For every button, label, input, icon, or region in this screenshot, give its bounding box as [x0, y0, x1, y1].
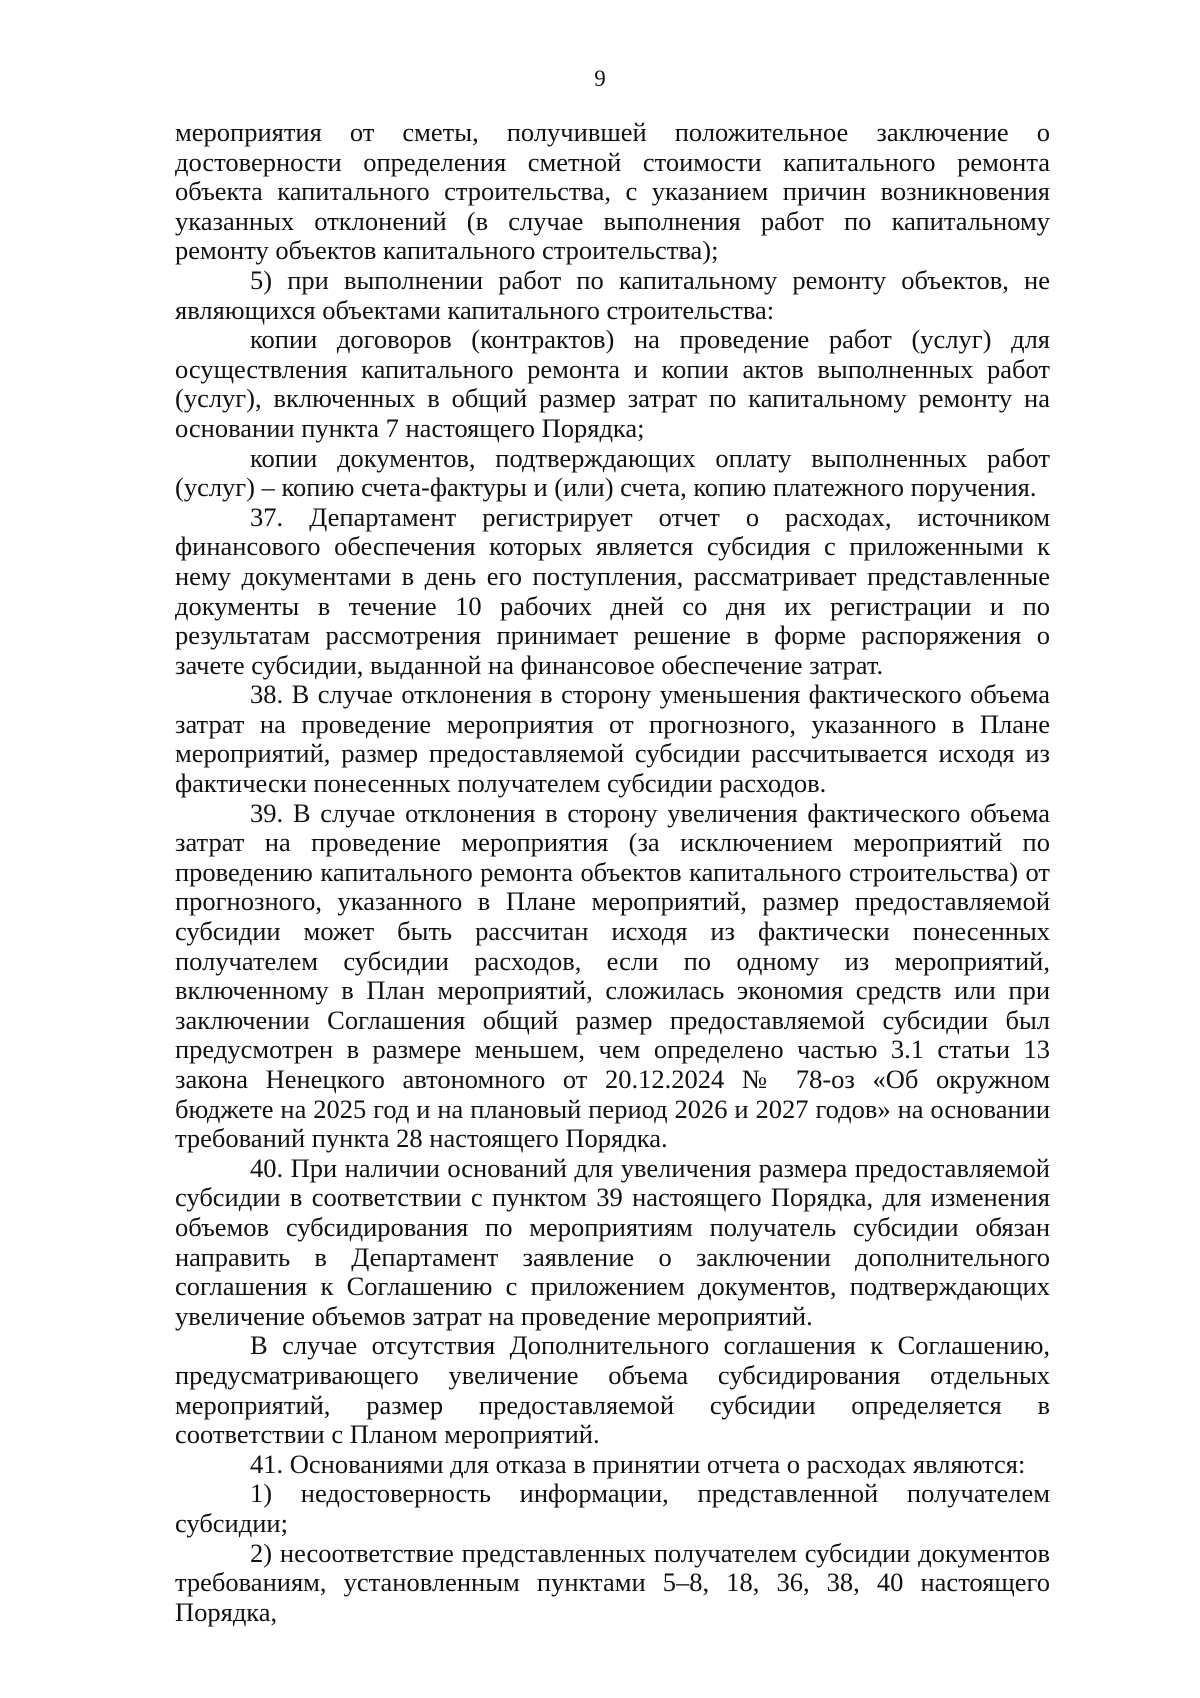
- paragraph: 1) недостоверность информации, представленной получателем субсидии;: [175, 1478, 1050, 1538]
- paragraph: 2) несоответствие представленных получателем субсидии документов требованиям, установленным пунктами 5–8, 18, 36, 38, 40 настоящего Порядка,: [175, 1537, 1050, 1627]
- document-body: [175, 118, 1050, 1627]
- paragraph: 41. Основаниями для отказа в принятии отчета о расходах являются:: [250, 1448, 1026, 1479]
- paragraph: 39. В случае отклонения в сторону увеличения фактического объема затрат на проведение мероприятия (за исключением мероприятий по проведению капитального ремонта объектов капитального строительства) от прогнозного, указанного в Плане мероприятий, размер предоставляемой субсидии может быть рассчитан исходя из фактически понесенных получателем субсидии расходов, если по одному из мероприятий, включенному в План мероприятий, сложилась экономия средств или при заключении Соглашения общий размер предоставляемой субсидии был предусмотрен в размере меньшем, чем определено частью 3.1 статьи 13 закона Ненецкого автономного от 20.12.2024 № 78-оз «Об окружном бюджете на 2025 год и на плановый период 2026 и 2027 годов» на основании требований пункта 28 настоящего Порядка.: [175, 797, 1050, 1154]
- paragraph: копии документов, подтверждающих оплату выполненных работ (услуг) – копию счета-фактуры и (или) счета, копию платежного поручения.: [175, 442, 1050, 503]
- paragraph: 38. В случае отклонения в сторону уменьшения фактического объема затрат на проведение мероприятия от прогнозного, указанного в Плане мероприятий, размер предоставляемой субсидии рассчитывается исходя из фактически понесенных получателем субсидии расходов.: [175, 679, 1050, 799]
- paragraph: 5) при выполнении работ по капитальному ремонту объектов, не являющихся объектами капитального строительства:: [175, 264, 1050, 325]
- paragraph: мероприятия от сметы, получившей положительное заключение о достоверности определения сметной стоимости капитального ремонта объекта капитального строительства, с указанием причин возникновения указанных отклонений (в случае выполнения работ по капитальному ремонту объектов капитального строительства);: [175, 117, 1050, 266]
- paragraph: 37. Департамент регистрирует отчет о расходах, источником финансового обеспечения которых является субсидия с приложенными к нему документами в день его поступления, рассматривает представленные документы в течение 10 рабочих дней со дня их регистрации и по результатам рассмотрения принимает решение в форме распоряжения о зачете субсидии, выданной на финансовое обеспечение затрат.: [175, 501, 1050, 680]
- paragraph: 40. При наличии оснований для увеличения размера предоставляемой субсидии в соответствии с пунктом 39 настоящего Порядка, для изменения объемов субсидирования по мероприятиям получатель субсидии обязан направить в Департамент заявление о заключении дополнительного соглашения к Соглашению с приложением документов, подтверждающих увеличение объемов затрат на проведение мероприятий.: [175, 1152, 1050, 1331]
- page-number: 9: [594, 66, 606, 91]
- paragraph: копии договоров (контрактов) на проведение работ (услуг) для осуществления капитального ремонта и копии актов выполненных работ (услуг), включенных в общий размер затрат по капитальному ремонту на основании пункта 7 настоящего Порядка;: [175, 324, 1050, 443]
- paragraph: В случае отсутствия Дополнительного соглашения к Соглашению, предусматривающего увеличение объема субсидирования отдельных мероприятий, размер предоставляемой субсидии определяется в соответствии с Планом мероприятий.: [175, 1330, 1050, 1450]
